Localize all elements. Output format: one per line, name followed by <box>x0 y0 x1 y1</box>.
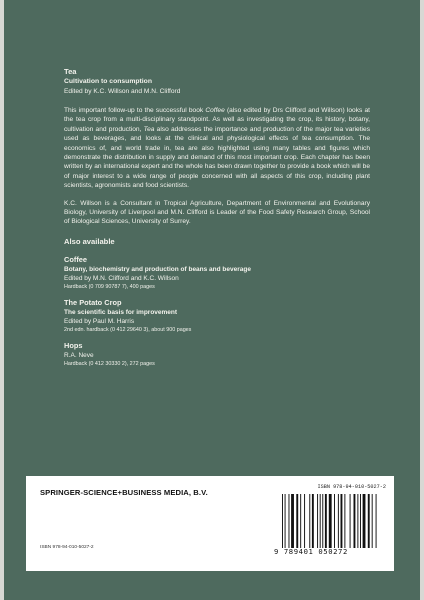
barcode-bar <box>285 494 286 548</box>
also-available-title: Hops <box>64 340 83 350</box>
book-title: Tea <box>64 67 77 76</box>
barcode-area <box>274 484 386 566</box>
barcode-bar <box>329 494 332 548</box>
barcode-bar <box>282 494 283 548</box>
description-text-2: (also edited by Drs Clifford and Willson) looks at the tea crop from a multi-disciplinary standpoint. As well as investigating the crop, its history, botany, cultivation and production, <box>64 107 370 133</box>
also-available-item <box>64 298 370 334</box>
barcode-bar <box>317 494 318 548</box>
barcode-digits: 9 789401 050272 <box>274 547 348 556</box>
also-available-title: Coffee <box>64 254 87 264</box>
description-tea-italic: Tea <box>143 125 155 133</box>
barcode-bar <box>363 494 366 548</box>
barcode-bar <box>372 494 373 548</box>
barcode-bar <box>320 494 321 548</box>
barcode-image <box>282 494 378 548</box>
also-available-editors: R.A. Neve <box>64 351 94 359</box>
barcode-bar <box>376 494 377 548</box>
barcode-bar <box>354 494 356 548</box>
barcode-isbn-label: ISBN 978-94-010-5027-2 <box>317 484 386 490</box>
barcode-bar <box>325 494 327 548</box>
barcode-bar <box>368 494 370 548</box>
back-cover <box>4 0 420 600</box>
also-available-title: The Potato Crop <box>64 297 122 307</box>
barcode-bar <box>289 494 290 548</box>
barcode-bar <box>360 494 361 548</box>
barcode-bar <box>291 494 294 548</box>
book-editors: Edited by K.C. Willson and M.N. Clifford <box>64 87 181 95</box>
authors-bio: K.C. Willson is a Consultant in Tropical Agriculture, Department of Environmental and Evolutionary Biology, University of Liverpool and M.N. Clifford is Leader of the Food Safety Research Group, School of Biological Sciences, University of Surrey. <box>64 199 370 226</box>
also-available-editors: Edited by M.N. Clifford and K.C. Willson <box>64 274 179 282</box>
publisher-barcode-box <box>26 476 394 571</box>
barcode-bar <box>309 494 310 548</box>
barcode-bar <box>344 494 345 548</box>
barcode-bar <box>341 494 343 548</box>
barcode-bar <box>304 494 305 548</box>
cover-content <box>64 67 370 368</box>
also-available-heading: Also available <box>64 236 115 246</box>
barcode-bar <box>334 494 335 548</box>
barcode-bar <box>300 494 301 548</box>
barcode-bar <box>350 494 351 548</box>
barcode-bar <box>322 494 323 548</box>
barcode-bar <box>338 494 339 548</box>
also-available-info: Hardback (0 709 90787 7), 400 pages <box>64 283 155 290</box>
description-coffee-italic: Coffee <box>205 107 225 114</box>
barcode-bar <box>357 494 358 548</box>
also-available-item <box>64 341 370 368</box>
also-available-subtitle: The scientific basis for improvement <box>64 308 178 316</box>
description-text-1: This important follow-up to the successful book <box>64 107 206 114</box>
also-available-info: 2nd edn. hardback (0 412 29640 3), about 900 pages <box>64 326 192 333</box>
publisher-name: SPRINGER-SCIENCE+BUSINESS MEDIA, B.V. <box>40 488 208 497</box>
description-paragraph <box>64 106 370 191</box>
isbn-small-text: ISBN 978-94-010-5027-2 <box>40 545 94 550</box>
barcode-bar <box>312 494 314 548</box>
also-available-subtitle: Botany, biochemistry and production of beans and beverage <box>64 265 251 273</box>
description-text-3: also addresses the importance and production of the major tea varieties used as beverages, and looks at the clinical and physiological effects of tea consumption. The economics of, and world trade in, tea are also highlighted using many tables and figures which demonstrate the distribution in supply and demand of this most important crop. Each chapter has been written by an international expert and the whole has been drawn together to provide a book which will be of major interest to a wide range of people concerned with all aspects of this crop, including plant scientists, agronomists and food scientists. <box>64 125 370 190</box>
also-available-editors: Edited by Paul M. Harris <box>64 317 135 325</box>
book-subtitle: Cultivation to consumption <box>64 78 152 85</box>
also-available-item <box>64 255 370 291</box>
also-available-info: Hardback (0 412 30330 2), 272 pages <box>64 360 155 367</box>
barcode-bar <box>296 494 298 548</box>
